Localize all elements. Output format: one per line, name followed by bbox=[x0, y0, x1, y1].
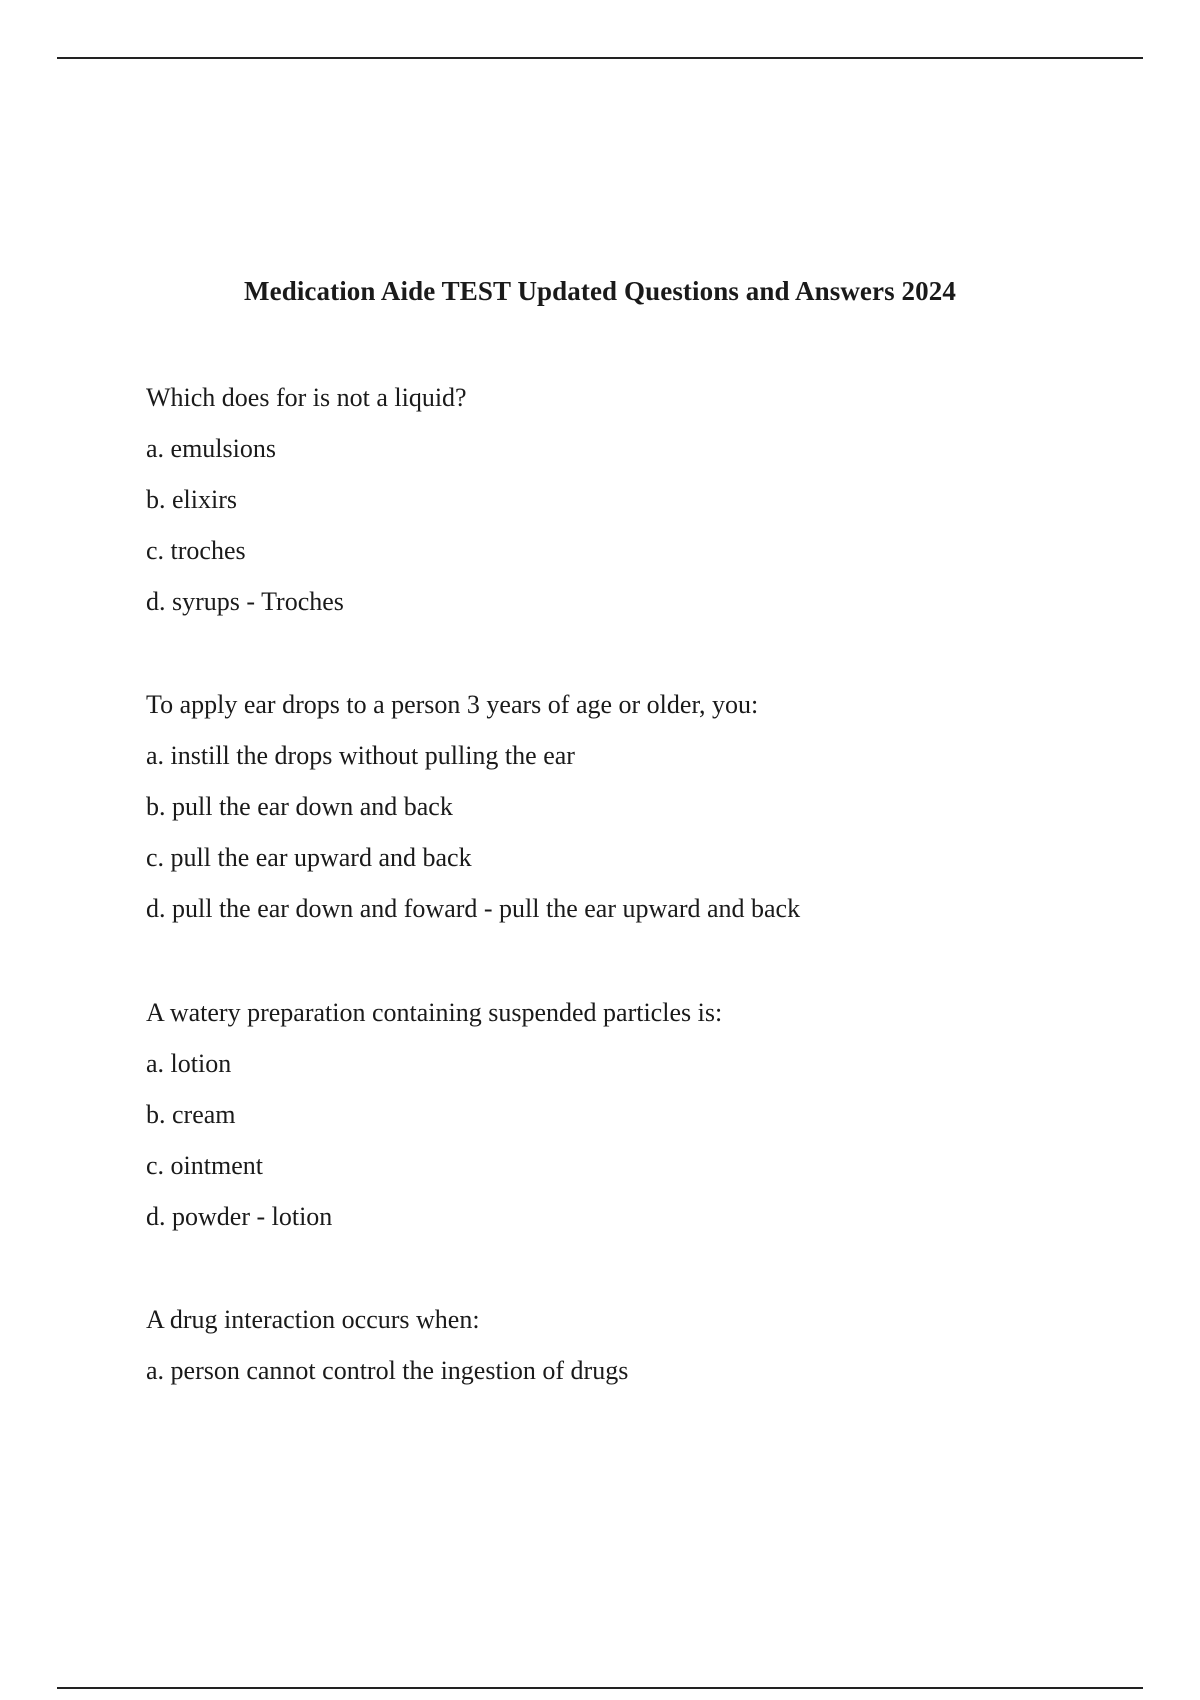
question-prompt: To apply ear drops to a person 3 years of age or older, you: bbox=[146, 690, 759, 719]
question-block bbox=[146, 1294, 1146, 1396]
question-prompt: A watery preparation containing suspended particles is: bbox=[146, 998, 723, 1027]
answer-option: c. pull the ear upward and back bbox=[146, 843, 472, 872]
question-block bbox=[146, 679, 1146, 934]
answer-option: b. cream bbox=[146, 1100, 236, 1129]
answer-option: a. lotion bbox=[146, 1049, 232, 1078]
answer-option: b. elixirs bbox=[146, 485, 237, 514]
question-block bbox=[146, 372, 1146, 627]
bottom-rule bbox=[57, 1687, 1143, 1689]
top-rule bbox=[57, 57, 1143, 59]
answer-option: a. person cannot control the ingestion of drugs bbox=[146, 1356, 629, 1385]
answer-option: d. syrups - Troches bbox=[146, 587, 344, 616]
answer-option: a. emulsions bbox=[146, 434, 276, 463]
answer-option: b. pull the ear down and back bbox=[146, 792, 453, 821]
answer-option: d. powder - lotion bbox=[146, 1202, 333, 1231]
answer-option: a. instill the drops without pulling the ear bbox=[146, 741, 575, 770]
answer-option: c. troches bbox=[146, 536, 246, 565]
question-block bbox=[146, 987, 1146, 1242]
question-prompt: Which does for is not a liquid? bbox=[146, 383, 467, 412]
document-title: Medication Aide TEST Updated Questions and Answers 2024 bbox=[244, 276, 956, 306]
question-prompt: A drug interaction occurs when: bbox=[146, 1305, 480, 1334]
answer-option: d. pull the ear down and foward - pull the ear upward and back bbox=[146, 894, 801, 923]
answer-option: c. ointment bbox=[146, 1151, 263, 1180]
